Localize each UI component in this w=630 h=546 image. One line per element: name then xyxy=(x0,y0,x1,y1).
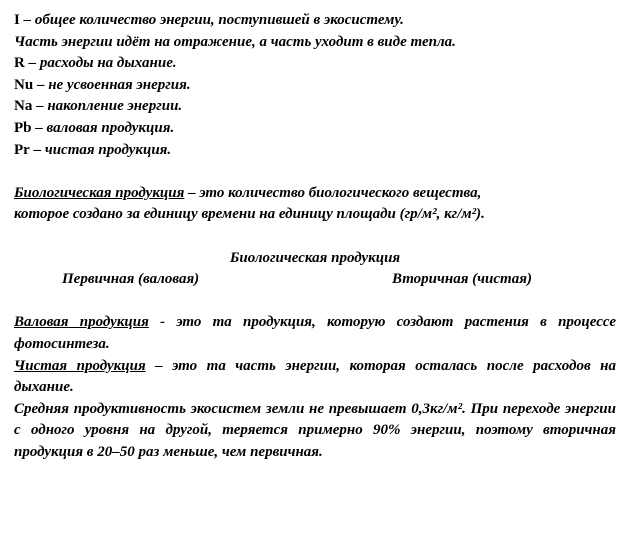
symbol-pr: Pr xyxy=(14,141,30,158)
definition-text-pr: – чистая продукция. xyxy=(29,141,172,158)
energy-note-line xyxy=(14,32,616,54)
bio-definition-rest: – это количество биологического вещества, xyxy=(184,184,482,201)
definition-text-nu: – не усвоенная энергия. xyxy=(33,76,191,93)
bio-definition-line-1 xyxy=(14,183,616,205)
definition-line-pb xyxy=(14,118,616,140)
bio-definition-line-2 xyxy=(14,204,616,226)
definition-line-na xyxy=(14,96,616,118)
symbol-pb: Pb xyxy=(14,119,32,136)
definition-line-pr xyxy=(14,140,616,162)
symbol-na: Na xyxy=(14,98,33,115)
definition-line-r xyxy=(14,53,616,75)
primary-production-label: Первичная (валовая) xyxy=(62,271,200,288)
gross-definition: - это та продукция, которую создают растения в процессе фотосинтеза. xyxy=(14,314,617,352)
definition-text-na: – накопление энергии. xyxy=(32,98,183,115)
net-definition: – это та часть энергии, которая осталась после расходов на дыхание. xyxy=(14,357,616,396)
classification-title: Биологическая продукция xyxy=(229,249,401,266)
bio-definition-units: которое создано за единицу времени на единицу площади (гр/м², кг/м²). xyxy=(14,206,485,223)
definition-text-r: – расходы на дыхание. xyxy=(24,55,177,72)
classification-types xyxy=(14,269,616,291)
net-term: Чистая продукция xyxy=(14,357,146,374)
bio-term: Биологическая продукция xyxy=(14,184,185,201)
secondary-production-label: Вторичная (чистая) xyxy=(392,271,532,288)
definition-text-i: – общее количество энергии, поступившей в экосистему. xyxy=(19,12,404,28)
definition-line-nu xyxy=(14,75,616,97)
definition-text-pb: – валовая продукция. xyxy=(31,119,175,136)
spacer xyxy=(14,226,616,248)
net-production-paragraph xyxy=(14,356,616,399)
symbol-nu: Nu xyxy=(14,76,34,93)
gross-term: Валовая продукция xyxy=(14,314,149,331)
document-page xyxy=(14,10,616,463)
symbol-r: R xyxy=(14,55,25,72)
gross-production-paragraph xyxy=(14,312,616,355)
definition-line-i xyxy=(14,10,616,32)
energy-note-text: Часть энергии идёт на отражение, а часть уходит в виде тепла. xyxy=(14,33,456,50)
productivity-summary: Средняя продуктивность экосистем земли не превышает 0,3кг/м². При переходе энергии с одного уровня на другой, теряется примерно 90% энергии, поэтому вторичная продукция в 20–50 раз меньше, чем первичная. xyxy=(14,400,616,460)
symbol-i: I xyxy=(14,12,20,28)
spacer xyxy=(14,291,616,313)
spacer xyxy=(14,161,616,183)
